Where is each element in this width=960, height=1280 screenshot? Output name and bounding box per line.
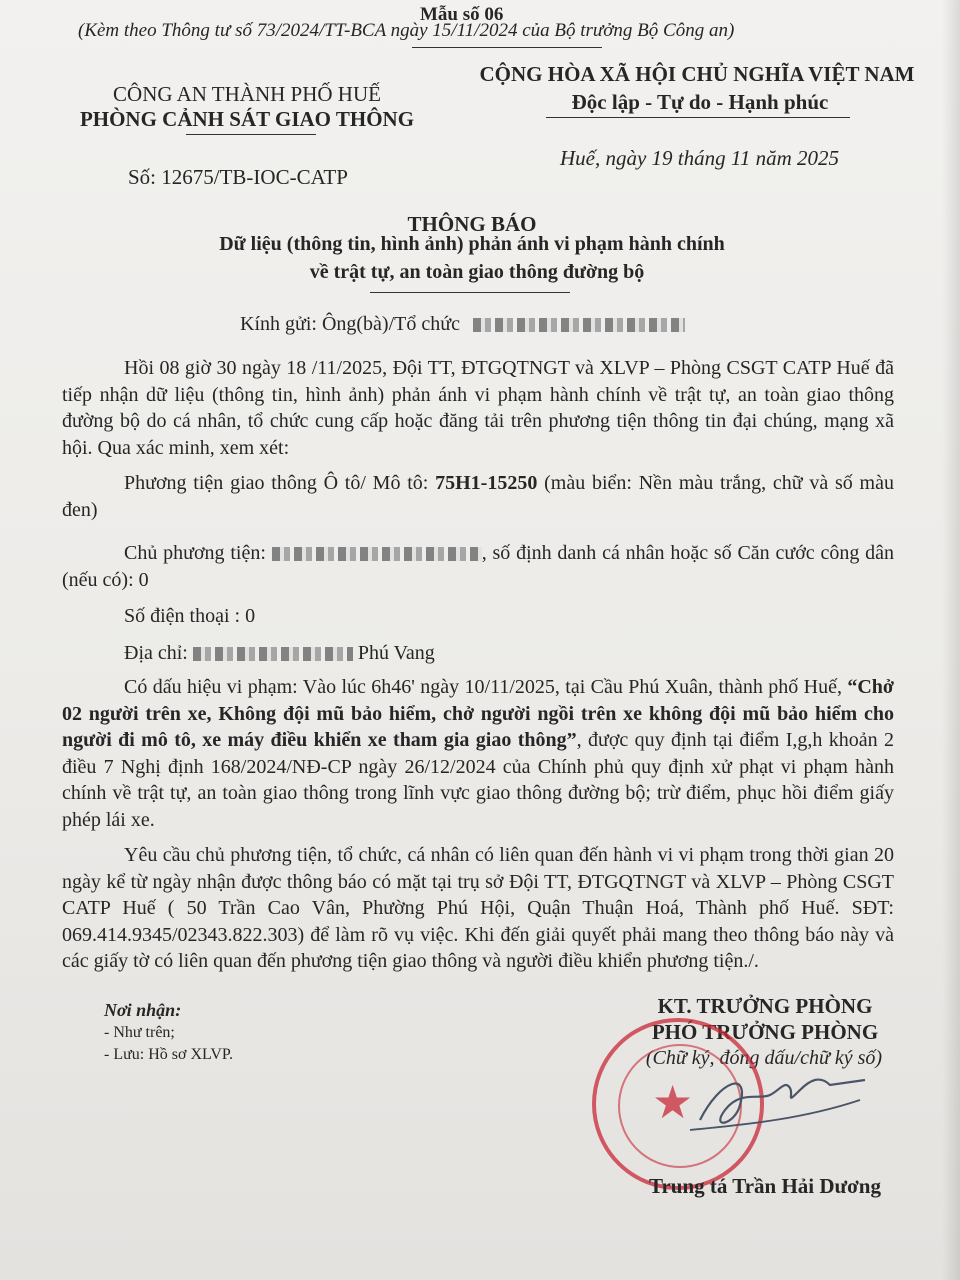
agency-name: PHÒNG CẢNH SÁT GIAO THÔNG: [79, 107, 415, 131]
violation-intro: Có dấu hiệu vi phạm: Vào lúc 6h46' ngày 10/11/2025, tại Cầu Phú Xuân, thành phố Huế,: [124, 676, 848, 698]
recipient-item-2: - Lưu: Hồ sơ XLVP.: [104, 1046, 233, 1063]
phone-line: Số điện thoại : 0: [124, 605, 256, 627]
handwritten-signature: [680, 1060, 880, 1150]
title-underline: [370, 292, 570, 293]
owner-paragraph: [62, 540, 894, 593]
intro-paragraph: Hồi 08 giờ 30 ngày 18 /11/2025, Đội TT, ĐTGQTNGT và XLVP – Phòng CSGT CATP Huế đã tiếp nhận dữ liệu (thông tin, hình ảnh) phản ánh vi phạm hành chính về trật tự, an toàn giao thông đường bộ do cá nhân, tổ chức cung cấp hoặc đăng tải trên phương tiện thông tin đại chúng, mạng xã hội. Qua xác minh, xem xét:: [62, 357, 894, 459]
owner-id-note: , số định danh cá nhân hoặc số Căn cước công dân (nếu có): 0: [62, 542, 894, 591]
owner-label: Chủ phương tiện:: [124, 542, 272, 564]
form-attachment-note: (Kèm theo Thông tư số 73/2024/TT-BCA ngày 15/11/2024 của Bộ trưởng Bộ Công an): [78, 20, 735, 41]
signature-title-2: PHÓ TRƯỞNG PHÒNG: [651, 1020, 879, 1044]
agency-parent: CÔNG AN THÀNH PHỐ HUẾ: [113, 82, 381, 106]
violation-legal-basis: , được quy định tại điểm I,g,h khoản 2 điều 7 Nghị định 168/2024/NĐ-CP ngày 26/12/2024 của Chính phủ quy định xử phạt vi phạm hành chính về trật tự, an toàn giao thông trong lĩnh vực giao thông đường bộ; trừ điểm, phục hồi điểm giấy phép lái xe.: [62, 729, 894, 831]
notice-title: THÔNG BÁO: [407, 212, 537, 236]
address-district: Phú Vang: [352, 642, 435, 664]
seal-star-icon: ★: [652, 1077, 694, 1128]
violation-paragraph: [62, 674, 894, 833]
redacted-owner-name: [272, 547, 482, 561]
recipient-label: Kính gửi: Ông(bà)/Tổ chức: [240, 313, 460, 335]
notice-subtitle-1: Dữ liệu (thông tin, hình ảnh) phản ánh vi phạm hành chính: [219, 233, 725, 255]
national-motto: Độc lập - Tự do - Hạnh phúc: [571, 90, 829, 114]
form-underline: [412, 47, 602, 48]
vehicle-paragraph: [62, 470, 894, 523]
signature-title-1: KT. TRƯỞNG PHÒNG: [657, 994, 873, 1018]
violation-description: “Chở 02 người trên xe, Không đội mũ bảo hiểm, chở người ngồi trên xe không đội mũ bảo hiểm cho người đi mô tô, xe máy điều khiển xe tham gia giao thông”: [62, 676, 894, 751]
vehicle-label: Phương tiện giao thông Ô tô/ Mô tô:: [124, 472, 436, 494]
redacted-recipient-name: [473, 318, 685, 332]
vehicle-plate-color: (màu biển: Nền màu trắng, chữ và số màu đen): [62, 472, 894, 521]
redacted-address: [193, 647, 353, 661]
address-paragraph: [62, 640, 894, 667]
recipient-line: [240, 312, 685, 336]
license-plate: 75H1-15250: [435, 472, 538, 494]
signer-name: Trung tá Trần Hải Dương: [649, 1174, 881, 1198]
country-name: CỘNG HÒA XÃ HỘI CHỦ NGHĨA VIỆT NAM: [479, 62, 915, 86]
place-date: Huế, ngày 19 tháng 11 năm 2025: [560, 146, 839, 170]
recipient-item-1: - Như trên;: [104, 1024, 175, 1041]
recipients-label: Nơi nhận:: [104, 1000, 182, 1020]
form-number: Mẫu số 06: [420, 4, 504, 25]
document-number: Số: 12675/TB-IOC-CATP: [128, 165, 348, 189]
notice-subtitle-2: về trật tự, an toàn giao thông đường bộ: [309, 261, 645, 283]
request-paragraph: Yêu cầu chủ phương tiện, tổ chức, cá nhân có liên quan đến hành vi vi phạm trong thời gian 20 ngày kể từ ngày nhận được thông báo có mặt tại trụ sở Đội TT, ĐTGQTNGT và XLVP – Phòng CSGT CATP Huế ( 50 Trần Cao Vân, Phường Phú Hội, Quận Thuận Hoá, Thành phố Huế. SĐT: 069.414.9345/02343.822.303) để làm rõ vụ việc. Khi đến giải quyết phải mang theo thông báo này và các giấy tờ có liên quan đến phương tiện giao thông và người điều khiển phương tiện./.: [62, 844, 894, 972]
address-label: Địa chỉ:: [124, 642, 193, 664]
signature-note: (Chữ ký, đóng dấu/chữ ký số): [645, 1047, 883, 1069]
agency-underline: [186, 134, 316, 135]
motto-underline: [546, 117, 850, 118]
page-edge-shadow: [942, 0, 960, 1280]
